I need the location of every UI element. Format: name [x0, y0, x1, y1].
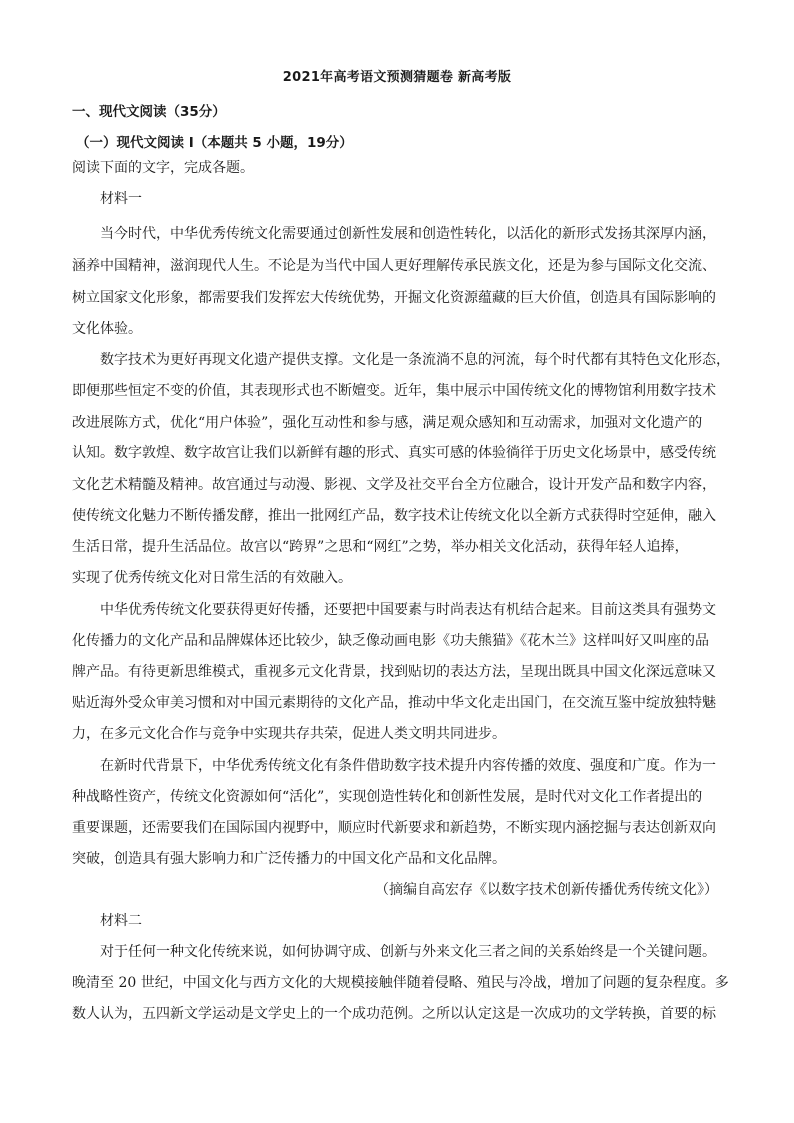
paragraph-line: 树立国家文化形象，都需要我们发挥宏大传统优势，开掘文化资源蕴藏的巨大价值，创造具有国际影响的: [72, 290, 716, 306]
paragraph-line: 使传统文化魅力不断传播发酵，推出一批网红产品，数字技术让传统文化以全新方式获得时空延伸，融入: [72, 508, 716, 524]
paragraph-line: 生活日常，提升生活品位。故宫以“跨界”之思和“网红”之势，举办相关文化活动，获得年轻人追捧，: [72, 539, 689, 555]
section-heading: 一、现代文阅读（35分）: [72, 104, 226, 120]
material-label: 材料一: [100, 191, 142, 207]
paragraph-line: 实现了优秀传统文化对日常生活的有效融入。: [72, 570, 352, 586]
paragraph-line: 文化体验。: [72, 321, 142, 337]
paragraph-line: 数人认为，五四新文学运动是文学史上的一个成功范例。之所以认定这是一次成功的文学转换，首要的标: [72, 1006, 716, 1022]
paragraph-line: 化传播力的文化产品和品牌媒体还比较少，缺乏像动画电影《功夫熊猫》《花木兰》这样叫好又叫座的品: [72, 633, 709, 649]
paragraph-line: 重要课题，还需要我们在国际国内视野中，顺应时代新要求和新趋势，不断实现内涵挖掘与表达创新双向: [72, 820, 716, 836]
paragraph-line: 文化艺术精髓及精神。故宫通过与动漫、影视、文学及社交平台全方位融合，设计开发产品和数字内容，: [72, 477, 716, 493]
paragraph-line: 认知。数字敦煌、数字故宫让我们以新鲜有趣的形式、真实可感的体验徜徉于历史文化场景中，感受传统: [72, 445, 716, 461]
paragraph-line: 改进展陈方式，优化“用户体验”，强化互动性和参与感，满足观众感知和互动需求，加强对文化遗产的: [72, 415, 703, 431]
paragraph-line: 对于任何一种文化传统来说，如何协调守成、创新与外来文化三者之间的关系始终是一个关键问题。: [100, 944, 716, 960]
paragraph-line: 即便那些恒定不变的价值，其表现形式也不断嬗变。近年，集中展示中国传统文化的博物馆利用数字技术: [72, 383, 716, 399]
paragraph-line: 突破，创造具有强大影响力和广泛传播力的中国文化产品和文化品牌。: [72, 851, 506, 867]
paragraph-line: 种战略性资产，传统文化资源如何“活化”，实现创造性转化和创新性发展，是时代对文化工作者提出的: [72, 789, 703, 805]
paragraph-line: 贴近海外受众审美习惯和对中国元素期待的文化产品，推动中华文化走出国门，在交流互鉴中绽放独特魅: [72, 695, 716, 711]
paragraph-line: 晚清至 20 世纪，中国文化与西方文化的大规模接触伴随着侵略、殖民与冷战，增加了问题的复杂程度。多: [72, 975, 729, 991]
source-citation: （摘编自高宏存《以数字技术创新传播优秀传统文化》）: [375, 882, 718, 898]
paragraph-line: 涵养中国精神，滋润现代人生。不论是为当代中国人更好理解传承民族文化，还是为参与国际文化交流、: [72, 258, 716, 274]
paragraph-line: 数字技术为更好再现文化遗产提供支撑。文化是一条流淌不息的河流，每个时代都有其特色文化形态，: [100, 352, 730, 368]
paragraph-line: 力，在多元文化合作与竞争中实现共存共荣，促进人类文明共同进步。: [72, 726, 506, 742]
paragraph-line: 牌产品。有待更新思维模式，重视多元文化背景，找到贴切的表达方法，呈现出既具中国文化深远意味又: [72, 664, 716, 680]
paragraph-line: 中华优秀传统文化要获得更好传播，还要把中国要素与时尚表达有机结合起来。目前这类具有强势文: [100, 602, 716, 618]
document-title: 2021年高考语文预测猜题卷 新高考版: [282, 70, 512, 85]
material-label: 材料二: [100, 913, 142, 929]
paragraph-line: 在新时代背景下，中华优秀传统文化有条件借助数字技术提升内容传播的效度、强度和广度。作为一: [100, 758, 716, 774]
subsection-heading: （一）现代文阅读 I（本题共 5 小题，19分）: [76, 135, 353, 151]
instruction-text: 阅读下面的文字，完成各题。: [72, 160, 254, 176]
paragraph-line: 当今时代，中华优秀传统文化需要通过创新性发展和创造性转化，以活化的新形式发扬其深厚内涵，: [100, 226, 716, 242]
